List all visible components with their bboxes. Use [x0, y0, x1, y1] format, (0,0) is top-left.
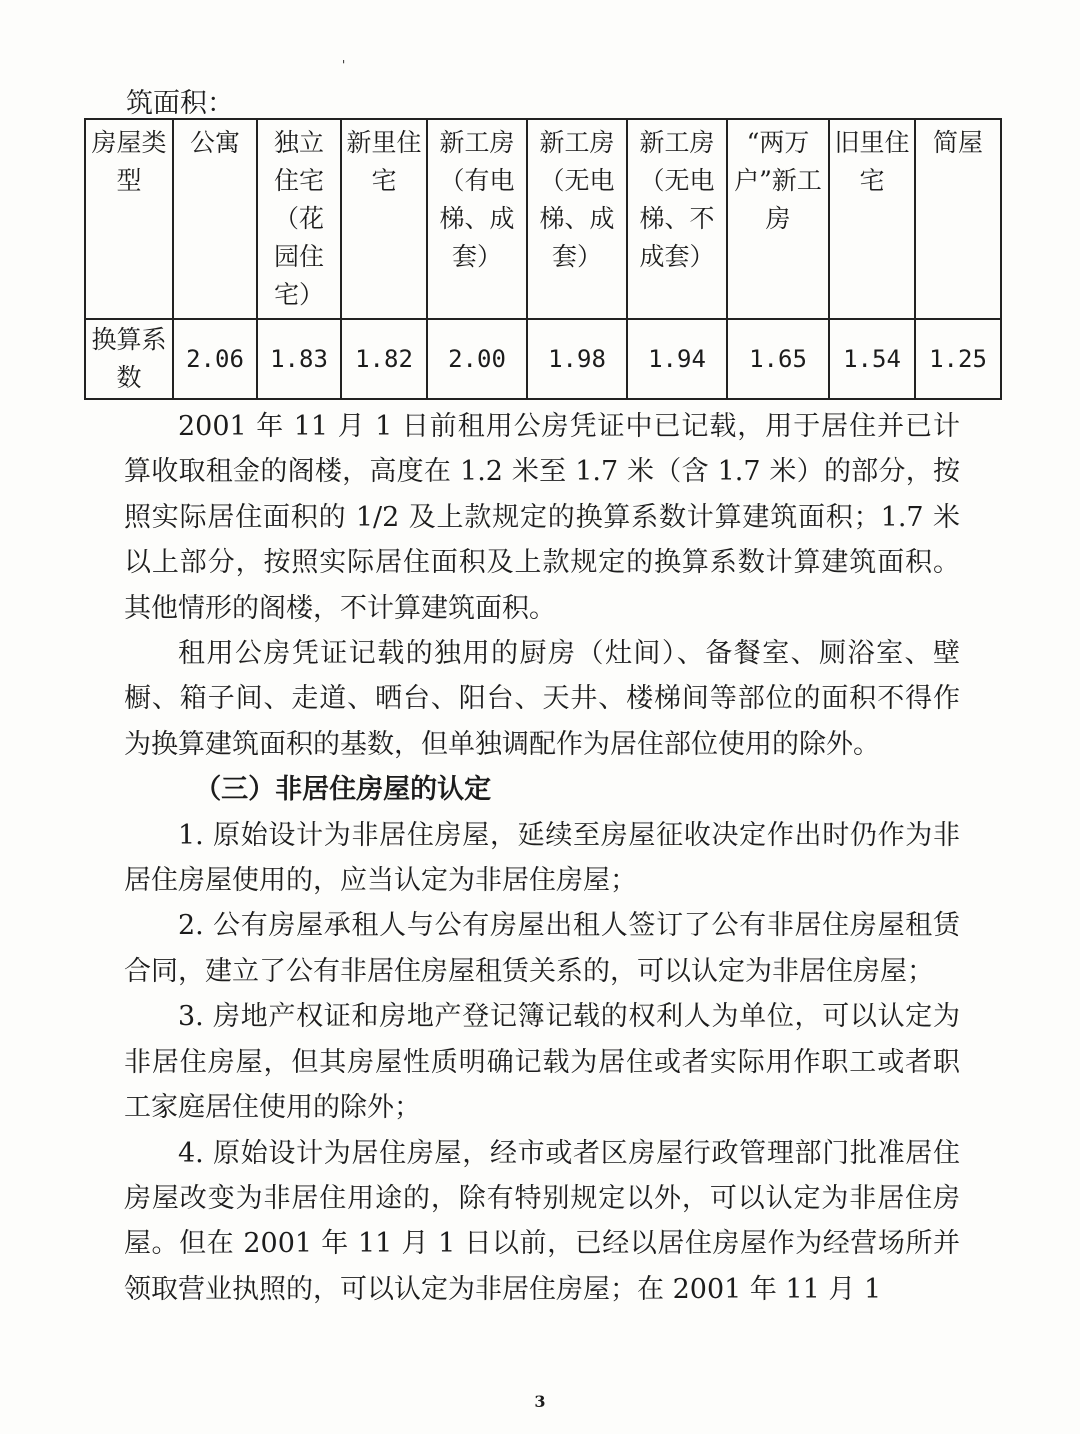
- paragraph: 2. 公有房屋承租人与公有房屋出租人签订了公有非居住房屋租赁合同，建立了公有非居住房屋租赁关系的，可以认定为非居住房屋；: [124, 910, 960, 987]
- value-cell: 1.94: [627, 319, 727, 399]
- page-number: 3: [534, 1392, 546, 1411]
- value-cell: 1.54: [829, 319, 915, 399]
- value-cell: 1.82: [341, 319, 427, 399]
- paragraph: 4. 原始设计为居住房屋，经市或者区房屋行政管理部门批准居住房屋改变为非居住用途的，除有特别规定以外，可以认定为非居住房屋。但在 2001 年 11 月 1 日以前，已经以居住房屋作为经营场所并领取营业执照的，可以认定为非居住房屋；在 2001 年 11 月 1: [124, 1137, 960, 1305]
- value-cell: 1.65: [727, 319, 829, 399]
- body-text: [124, 404, 960, 1312]
- value-cell: 1.25: [915, 319, 1001, 399]
- value-cell: 2.06: [173, 319, 257, 399]
- header-cell: 新里住宅: [341, 119, 427, 319]
- paragraph: 租用公房凭证记载的独用的厨房（灶间）、备餐室、厕浴室、壁橱、箱子间、走道、晒台、阳台、天井、楼梯间等部位的面积不得作为换算建筑面积的基数，但单独调配作为居住部位使用的除外。: [124, 638, 960, 760]
- scan-mark: ': [342, 58, 346, 72]
- header-cell: 简屋: [915, 119, 1001, 319]
- row-label-cell: 换算系数: [85, 319, 173, 399]
- paragraph: 2001 年 11 月 1 日前租用公房凭证中已记载，用于居住并已计算收取租金的阁楼，高度在 1.2 米至 1.7 米（含 1.7 米）的部分，按照实际居住面积的 1/2 及上款规定的换算系数计算建筑面积；1.7 米以上部分，按照实际居住面积及上款规定的换算系数计算建筑面积。其他情形的阁楼，不计算建筑面积。: [124, 411, 960, 624]
- paragraph: 3. 房地产权证和房地产登记簿记载的权利人为单位，可以认定为非居住房屋，但其房屋性质明确记载为居住或者实际用作职工或者职工家庭居住使用的除外；: [124, 1001, 960, 1124]
- header-cell: 新工房（无电梯、成套）: [527, 119, 627, 319]
- header-cell: 公寓: [173, 119, 257, 319]
- section-heading: （三）非居住房屋的认定: [194, 774, 492, 806]
- lead-text: 筑面积：: [126, 88, 234, 119]
- conversion-coefficient-table: [84, 118, 1002, 400]
- table-value-row: [85, 319, 1001, 399]
- header-cell: 新工房（无电梯、不成套）: [627, 119, 727, 319]
- paragraph: 1. 原始设计为非居住房屋，延续至房屋征收决定作出时仍作为非居住房屋使用的，应当认定为非居住房屋；: [124, 819, 960, 897]
- value-cell: 1.98: [527, 319, 627, 399]
- header-cell: 房屋类型: [85, 119, 173, 319]
- header-cell: 新工房（有电梯、成套）: [427, 119, 527, 319]
- value-cell: 2.00: [427, 319, 527, 399]
- header-cell: 旧里住宅: [829, 119, 915, 319]
- table-header-row: [85, 119, 1001, 319]
- header-cell: 独立住宅（花园住宅）: [257, 119, 341, 319]
- value-cell: 1.83: [257, 319, 341, 399]
- header-cell: “两万户”新工房: [727, 119, 829, 319]
